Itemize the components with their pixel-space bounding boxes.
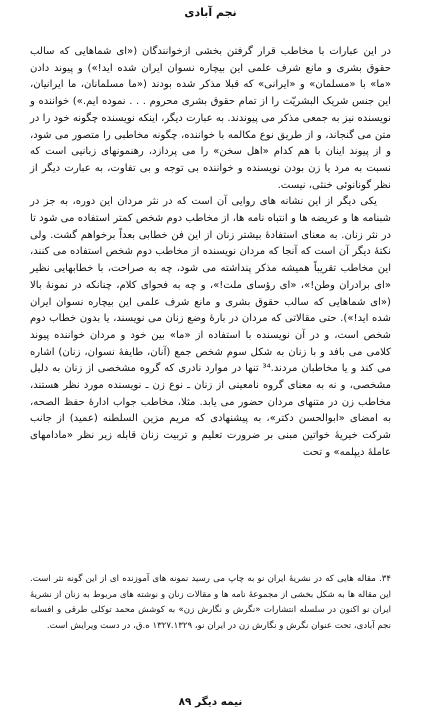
paragraph: یکی دیگر از این نشانه های روایی آن است که در نثر مردان این دوره، به جز در شبنامه ها و عریضه ها و انتباه نامه ها، از مخاطب دوم شخص کمتر استفاده می شود تا در نثر زنان. به معنای استفادهٔ بیشتر زنان از این فن خطابی بعداً برخواهم گشت. ولی نکتهٔ دیگر آن است که آنجا که مردان نویسنده از مخاطب دوم شخص استفاده می کنند، این مخاطب تقریباً همیشه مذکر پنداشته می شود، چه به صراحت، با خطابهایی نظیر «ای برادران وطن!»، «ای رؤسای ملت!»، و چه به فحوای کلام، چنانکه در نمونهٔ بالا («ای شماهایی که سالب حقوق بشری و مانع شرف علمی این بیچاره نسوان ایران شده اید!»). حتی مقالاتی که مردان در بارهٔ وضع زنان می نویسند، یا بدون خطاب دوم شخص است، و در آن نویسنده با استفاده از «ما» بین خود و مردان خواننده پیوند کلامی می بافد و با زنان به شکل سوم شخص جمع (آنان، طایفهٔ نسوان، زنان) اشاره می کند و یا مخاطبان مردند.³⁴ تنها در موارد نادری که گروه مشخصی از زنان به دلیل مشخصی، و نه به معنای گروه نامعینی از زنان ـ نوع زن ـ نویسنده مورد نظر هستند، مخاطب زن در متنهای مردان حضور می یابد. مثلا، مخاطب جواب ادارهٔ حفظ الصحه، به امضای «ابوالحسن دکتر»، به پیشنهادی که مریم مزین السلطنه (عمید) از جانب شرکت خیریهٔ خواتین مبنی بر ضرورت تعلیم و تربیت زنان قابله زیر نظر «مادامهای عاملهٔ دیپلمه» و تحت <box>30 196 391 458</box>
paragraph: در این عبارات با مخاطب قرار گرفتن بخشی ازخوانندگان («ای شماهایی که سالب حقوق بشری و مانع شرف علمی این بیچاره نسوان ایران شده اید!») و پیوند دادن «ما» با «مسلمان» و «ایرانی» که قبلا مذکر شده بودند («ما مسلمانان، ما ایرانیان، این جنس شریک البشریّت را از تمام حقوق بشری محروم . . . نموده ایم.») خواننده و نویسنده نیز به جمعی مذکر می پیوندند. به عبارت دیگر، اینکه نویسنده چگونه خود را در متن می گنجاند، و از طریق نوع مکالمه با خواننده، چگونه مخاطبی را متصور می شود، و از پیوند اینان با هم کدام «اهل سخن» را می پردازد، رهنمونهای زبانیی است که نسبت به مرد یا زن بودن نویسنده و خواننده بی توجه و بی تفاوت، به عبارت دیگر از نظر گونانوئی خنثی، نیست. <box>30 46 391 191</box>
footnote: ۳۴. مقاله هایی که در نشریهٔ ایران نو به چاپ می رسید نمونه های آموزنده ای از این گونه نثر است. این مقاله ها به شکل بخشی از مجموعهٔ نامه ها و مقالات زنان و نوشته های مربوط به زنان از نشریهٔ ایران نو اکنون در سلسله انتشارات «نگرش و نگارش زن» به کوشش محمد توکلی طرقی و افسانه نجم آبادی، تحت عنوان نگرش و نگارش زن در ایران نو، ۱۳۲۷.۱۳۲۹ ه.ق، در دست ویرایش است. <box>30 574 391 631</box>
footnotes <box>30 572 391 634</box>
body-text <box>30 44 391 462</box>
running-title: نجم آبادی <box>184 6 237 19</box>
page-number: نیمه دیگر ۸۹ <box>178 696 243 708</box>
